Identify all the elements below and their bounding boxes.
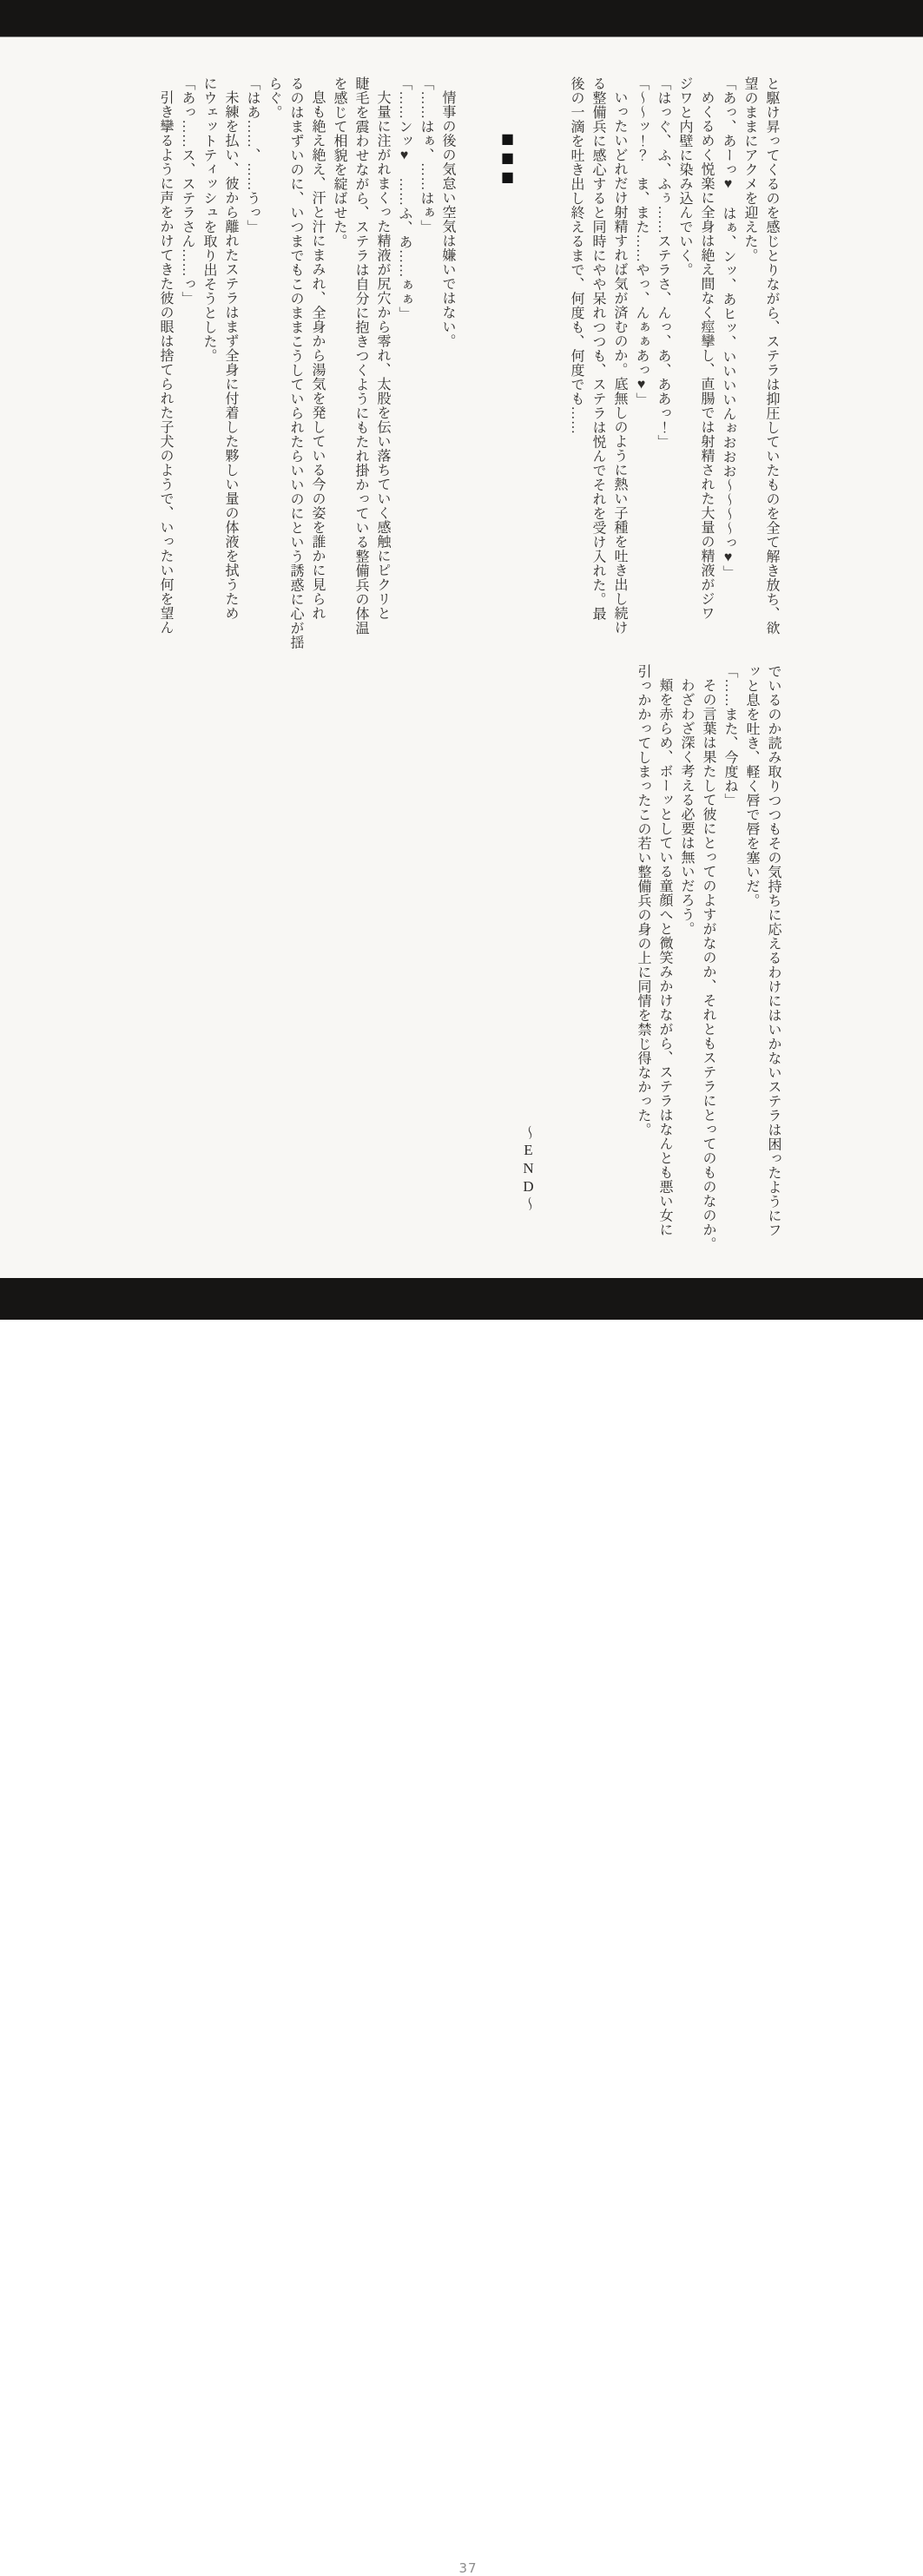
text-line: と駆け昇ってくるのを感じとりながら、ステラは抑圧していたものを全て解き放ち、欲 <box>764 76 779 636</box>
text-line: 望のままにアクメを迎えた。 <box>742 76 757 263</box>
text-line: 「あっ……ス、ステラさん……っ」 <box>180 76 194 306</box>
top-text-section-right <box>565 76 782 684</box>
text-line: にウェットティッシュを取り出そうとした。 <box>201 76 216 363</box>
section-divider-squares: ■■■ <box>499 130 516 188</box>
bottom-text-section <box>632 664 784 1251</box>
text-line: 未練を払い、彼から離れたステラはまず全身に付着した夥しい量の体液を拭うため <box>223 90 238 621</box>
text-line: 大量に注がれまくった精液が尻穴から零れ、太股を伝い落ちていく感触にピクリと <box>375 90 390 621</box>
text-line: ジワと内壁に染み込んでいく。 <box>677 76 692 277</box>
page-number: 37 <box>458 2560 478 2576</box>
text-line: ッと息を吐き、軽く唇で唇を塞いだ。 <box>744 664 759 908</box>
text-line: 「〜〜ッ！？ ま、また……やっ、んぁぁあっ♥」 <box>634 76 649 407</box>
text-line: 睫毛を震わせながら、ステラは自分に抱きつくようにもたれ掛かっている整備兵の体温 <box>353 76 368 636</box>
text-line: 引き攣るように声をかけてきた彼の眼は捨てられた子犬のようで、いったい何を望ん <box>158 90 173 635</box>
text-line: るのはまずいのに、いつまでもこのままこうしていられたらいいのにという誘惑に心が揺 <box>288 76 303 649</box>
top-black-border <box>0 0 923 37</box>
text-line: る整備兵に感心すると同時にやや呆れつつも、ステラは悦んでそれを受け入れた。最 <box>590 76 605 621</box>
text-line: めくるめく悦楽に全身は絶え間なく痙攣し、直腸では射精された大量の精液がジワ <box>699 90 714 621</box>
text-line: 「はっぐ、ふ、ふぅ……ステラさ、んっ、あ、ああっ！」 <box>656 76 670 449</box>
bottom-black-border <box>0 1278 923 2576</box>
text-line: 「あっ、あーっ♥ はぁ、ンッ、あヒッ、いいいいんぉおおお〜〜〜〜っ♥」 <box>721 76 735 580</box>
text-line: を感じて相貌を綻ばせた。 <box>332 76 346 248</box>
text-line: その言葉は果たして彼にとってのよすがなのか、それともステラにとってのものなのか。 <box>701 678 715 1251</box>
text-line: 後の一滴を吐き出し終えるまで、何度も、何度でも…… <box>569 76 583 435</box>
text-line: 「……また、今度ね」 <box>722 664 737 807</box>
text-line: 「……はぁ、……はぁ」 <box>419 76 433 234</box>
text-line: 引っかかってしまったこの若い整備兵の身の上に同情を禁じ得なかった。 <box>636 664 650 1137</box>
end-mark: 〜END〜 <box>520 1125 537 1213</box>
text-line: 頬を赤らめ、ボーッとしている童顔へと微笑みかけながら、ステラはなんとも悪い女に <box>657 678 672 1237</box>
top-text-section-left <box>155 76 458 684</box>
text-line: 「はあ……、……うっ」 <box>245 76 260 234</box>
text-line: わざわざ深く考える必要は無いだろう。 <box>679 678 694 936</box>
text-line: 息も絶え絶え、汗と汁にまみれ、全身から湯気を発している今の姿を誰かに見られ <box>310 90 325 621</box>
text-line: らぐ。 <box>267 76 281 120</box>
text-line: 「……ンッ♥ ……ふ、あ……ぁぁ」 <box>397 76 412 321</box>
text-line: でいるのか読み取りつつもその気持ちに応えるわけにはいかないステラは困ったようにフ <box>766 664 781 1237</box>
text-line: 情事の後の気怠い空気は嫌いではない。 <box>440 90 455 348</box>
text-line: いったいどれだけ射精すれば気が済むのか。底無しのように熱い子種を吐き出し続け <box>612 90 627 635</box>
